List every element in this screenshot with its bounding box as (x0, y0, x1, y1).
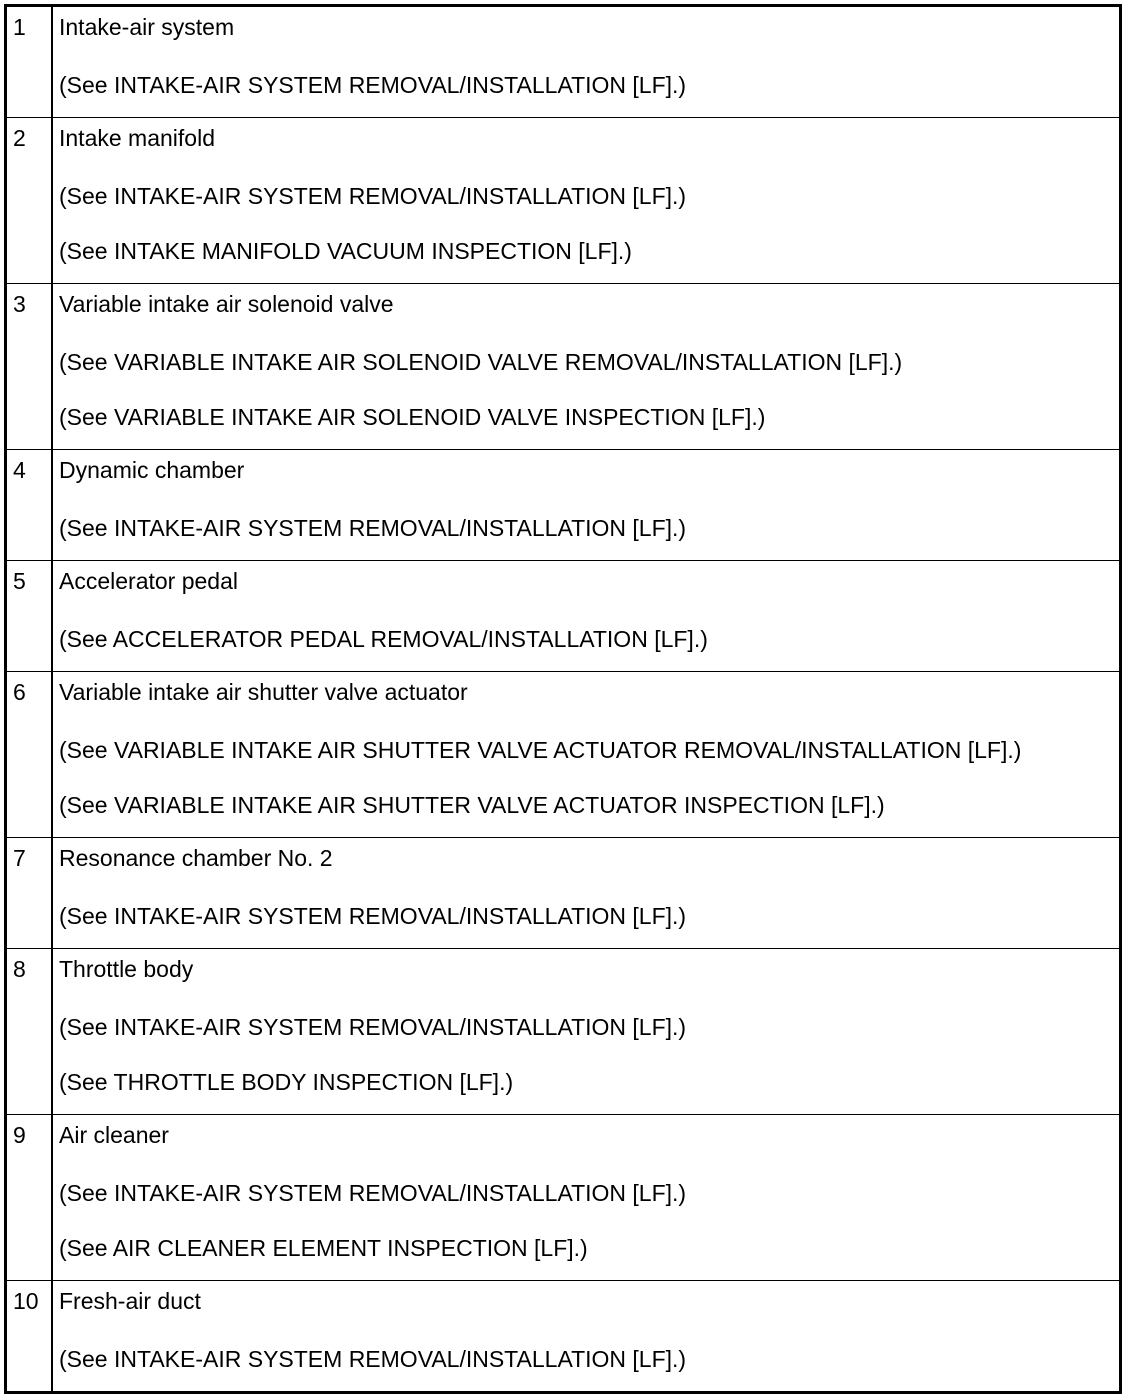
table-row (6, 6, 1121, 118)
procedure-reference-link[interactable]: (See THROTTLE BODY INSPECTION [LF].) (59, 1069, 514, 1095)
procedure-reference-link[interactable]: (See VARIABLE INTAKE AIR SHUTTER VALVE ACTUATOR INSPECTION [LF].) (59, 792, 885, 818)
item-description (52, 949, 1121, 1115)
item-number (6, 1115, 53, 1281)
item-description (52, 672, 1121, 838)
item-description (52, 1281, 1121, 1393)
item-number-label: 2 (13, 125, 26, 151)
table-row (6, 949, 1121, 1115)
table-row (6, 838, 1121, 949)
item-number-label: 3 (13, 291, 26, 317)
part-name: Accelerator pedal (59, 568, 238, 594)
table-row (6, 1281, 1121, 1393)
item-description (52, 450, 1121, 561)
item-number-label: 10 (13, 1288, 39, 1314)
item-number (6, 838, 53, 949)
part-name: Air cleaner (59, 1122, 169, 1148)
item-number-label: 4 (13, 457, 26, 483)
procedure-reference-link[interactable]: (See INTAKE MANIFOLD VACUUM INSPECTION [LF].) (59, 238, 632, 264)
procedure-reference-link[interactable]: (See AIR CLEANER ELEMENT INSPECTION [LF].) (59, 1235, 588, 1261)
item-description (52, 838, 1121, 949)
procedure-reference-link[interactable]: (See INTAKE-AIR SYSTEM REMOVAL/INSTALLATION [LF].) (59, 183, 687, 209)
item-number (6, 672, 53, 838)
table-row (6, 450, 1121, 561)
procedure-reference-link[interactable]: (See VARIABLE INTAKE AIR SOLENOID VALVE REMOVAL/INSTALLATION [LF].) (59, 349, 903, 375)
part-name: Variable intake air shutter valve actuator (59, 679, 468, 705)
table-row (6, 118, 1121, 284)
item-number-label: 8 (13, 956, 26, 982)
part-name: Throttle body (59, 956, 194, 982)
procedure-reference-link[interactable]: (See VARIABLE INTAKE AIR SOLENOID VALVE INSPECTION [LF].) (59, 404, 766, 430)
procedure-reference-link[interactable]: (See INTAKE-AIR SYSTEM REMOVAL/INSTALLATION [LF].) (59, 72, 687, 98)
part-name: Fresh-air duct (59, 1288, 201, 1314)
table-row (6, 672, 1121, 838)
procedure-reference-link[interactable]: (See ACCELERATOR PEDAL REMOVAL/INSTALLATION [LF].) (59, 626, 708, 652)
item-description (52, 1115, 1121, 1281)
part-name: Dynamic chamber (59, 457, 245, 483)
item-number-label: 9 (13, 1122, 26, 1148)
part-name: Variable intake air solenoid valve (59, 291, 394, 317)
item-number (6, 118, 53, 284)
procedure-reference-link[interactable]: (See VARIABLE INTAKE AIR SHUTTER VALVE ACTUATOR REMOVAL/INSTALLATION [LF].) (59, 737, 1022, 763)
item-description (52, 118, 1121, 284)
table-row (6, 1115, 1121, 1281)
item-number-label: 1 (13, 14, 26, 40)
part-name: Intake manifold (59, 125, 215, 151)
item-number (6, 561, 53, 672)
item-description (52, 284, 1121, 450)
item-number (6, 450, 53, 561)
part-name: Intake-air system (59, 14, 235, 40)
table-row (6, 284, 1121, 450)
item-number-label: 6 (13, 679, 26, 705)
parts-table-body (6, 6, 1121, 1393)
item-number-label: 5 (13, 568, 26, 594)
procedure-reference-link[interactable]: (See INTAKE-AIR SYSTEM REMOVAL/INSTALLATION [LF].) (59, 1346, 687, 1372)
item-description (52, 561, 1121, 672)
item-description (52, 6, 1121, 118)
item-number (6, 949, 53, 1115)
table-row (6, 561, 1121, 672)
item-number (6, 284, 53, 450)
procedure-reference-link[interactable]: (See INTAKE-AIR SYSTEM REMOVAL/INSTALLATION [LF].) (59, 1180, 687, 1206)
procedure-reference-link[interactable]: (See INTAKE-AIR SYSTEM REMOVAL/INSTALLATION [LF].) (59, 903, 687, 929)
item-number (6, 1281, 53, 1393)
item-number (6, 6, 53, 118)
part-name: Resonance chamber No. 2 (59, 845, 333, 871)
parts-table (4, 4, 1122, 1394)
item-number-label: 7 (13, 845, 26, 871)
procedure-reference-link[interactable]: (See INTAKE-AIR SYSTEM REMOVAL/INSTALLATION [LF].) (59, 1014, 687, 1040)
procedure-reference-link[interactable]: (See INTAKE-AIR SYSTEM REMOVAL/INSTALLATION [LF].) (59, 515, 687, 541)
